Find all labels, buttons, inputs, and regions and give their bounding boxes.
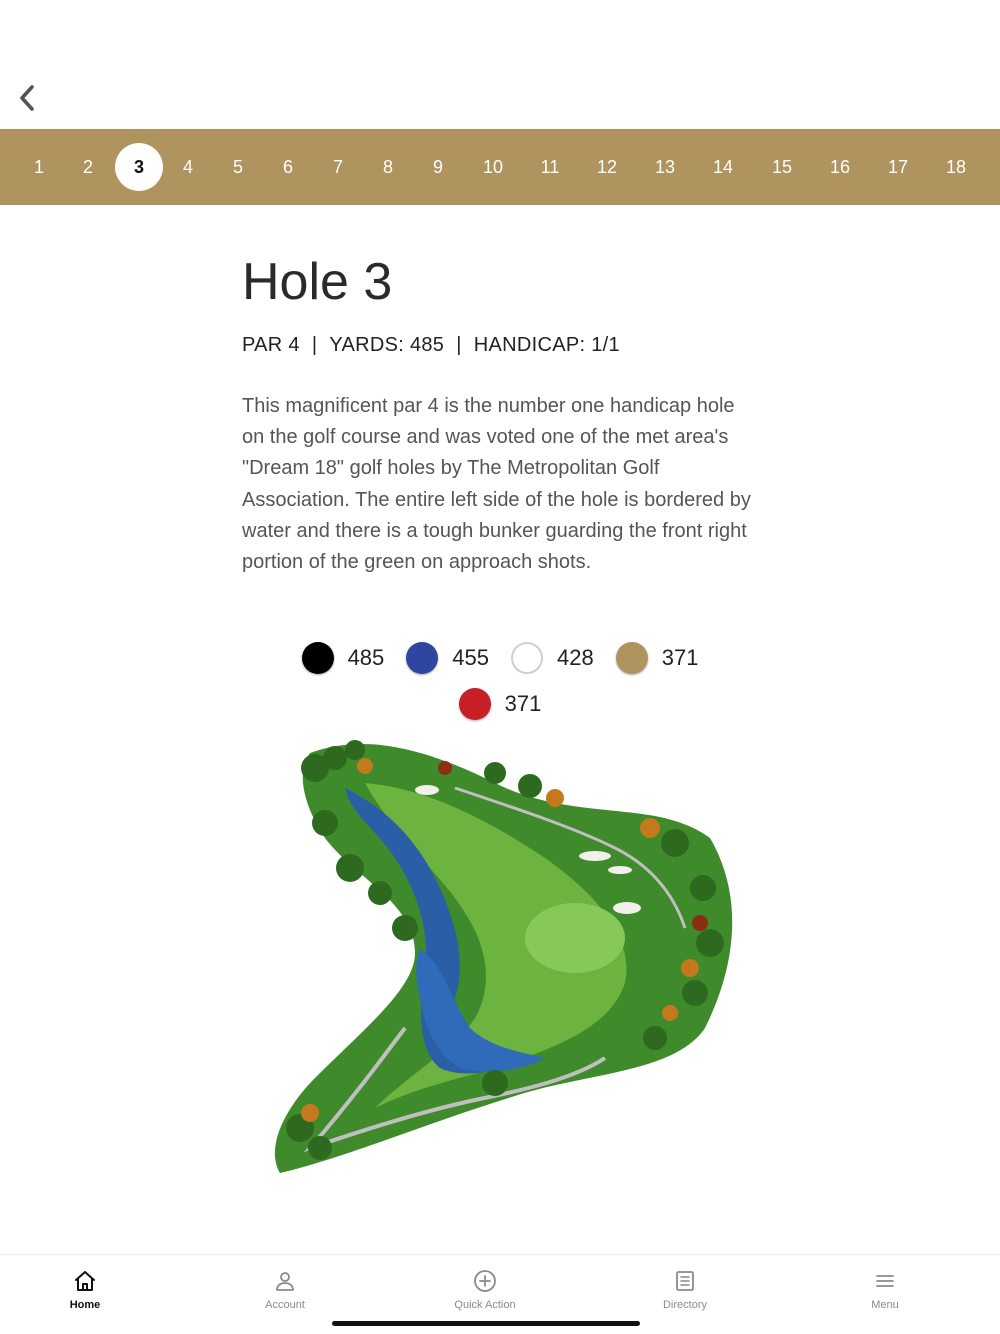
home-indicator bbox=[332, 1321, 640, 1326]
hole-tab-15[interactable]: 15 bbox=[771, 156, 793, 177]
hole-tab-12[interactable]: 12 bbox=[596, 156, 618, 177]
hole-tab-13[interactable]: 13 bbox=[654, 156, 676, 177]
hole-tab-8[interactable]: 8 bbox=[382, 156, 393, 177]
hole-tab-14[interactable]: 14 bbox=[712, 156, 734, 177]
hole-tab-7[interactable]: 7 bbox=[332, 156, 343, 177]
hole-stats bbox=[242, 334, 762, 357]
par-value: PAR 4 bbox=[242, 334, 300, 356]
tee-yards: 371 bbox=[504, 691, 542, 716]
hole-tab-10[interactable]: 10 bbox=[482, 156, 504, 177]
tab-home[interactable] bbox=[25, 1269, 145, 1311]
hole-tab-1[interactable]: 1 bbox=[33, 156, 44, 177]
handicap-value: HANDICAP: 1/1 bbox=[473, 334, 620, 356]
tab-directory[interactable] bbox=[625, 1269, 745, 1311]
hole-tab-17[interactable]: 17 bbox=[887, 156, 909, 177]
tee-gold bbox=[616, 642, 699, 674]
hole-illustration bbox=[255, 728, 755, 1188]
hole-tab-4[interactable]: 4 bbox=[182, 156, 193, 177]
tee-blue bbox=[406, 642, 489, 674]
tab-quick-action[interactable] bbox=[425, 1269, 545, 1311]
tee-color-dot bbox=[459, 688, 491, 720]
home-icon bbox=[73, 1269, 97, 1293]
tab-label: Quick Action bbox=[454, 1299, 516, 1311]
list-document-icon bbox=[673, 1269, 697, 1293]
tee-yards: 428 bbox=[557, 645, 594, 670]
hole-description: This magnificent par 4 is the number one handicap hole on the golf course and was voted one of the met area's "Dream 18" golf holes by The Metropolitan Golf Association. The entire left side of the hole is bordered by water and there is a tough bunker guarding the front right portion of the green on approach shots. bbox=[242, 395, 751, 574]
tee-color-dot bbox=[616, 642, 648, 674]
tee-color-dot bbox=[302, 642, 334, 674]
tee-legend bbox=[0, 636, 1000, 726]
bunker bbox=[415, 785, 439, 795]
tee-black bbox=[302, 642, 385, 674]
tee-color-dot bbox=[511, 642, 543, 674]
stats-separator: | bbox=[311, 334, 318, 356]
hole-tab-2[interactable]: 2 bbox=[82, 156, 93, 177]
chevron-left-icon bbox=[17, 84, 37, 112]
tab-label: Account bbox=[265, 1299, 305, 1311]
tee-yards: 371 bbox=[661, 645, 699, 670]
bunker bbox=[608, 866, 632, 874]
bunker bbox=[613, 902, 641, 914]
hole-tab-18[interactable]: 18 bbox=[945, 156, 967, 177]
yards-value: YARDS: 485 bbox=[329, 334, 445, 356]
hole-tab-6[interactable]: 6 bbox=[282, 156, 293, 177]
tab-label: Directory bbox=[662, 1299, 707, 1311]
stats-separator: | bbox=[456, 334, 462, 356]
hole-details bbox=[242, 250, 762, 578]
bunker bbox=[579, 851, 611, 861]
tee-yards: 485 bbox=[347, 645, 385, 670]
hole-tab-16[interactable]: 16 bbox=[829, 156, 851, 177]
hole-selector bbox=[0, 129, 1000, 205]
tab-label: Home bbox=[69, 1299, 101, 1311]
hole-tab-11[interactable]: 11 bbox=[540, 156, 560, 177]
back-button[interactable] bbox=[10, 80, 44, 116]
tee-yards: 455 bbox=[452, 645, 489, 670]
hole-title: Hole 3 bbox=[242, 253, 393, 311]
tee-color-dot bbox=[406, 642, 438, 674]
tab-label: Menu bbox=[871, 1299, 899, 1311]
tab-account[interactable] bbox=[225, 1269, 345, 1311]
plus-circle-icon bbox=[473, 1269, 497, 1293]
tee-red bbox=[459, 688, 542, 720]
hole-tab-5[interactable]: 5 bbox=[232, 156, 243, 177]
tee-white bbox=[511, 642, 594, 674]
hamburger-icon bbox=[873, 1269, 897, 1293]
hole-tab-9[interactable]: 9 bbox=[432, 156, 443, 177]
green bbox=[525, 903, 625, 973]
person-icon bbox=[273, 1269, 297, 1293]
tab-menu[interactable] bbox=[825, 1269, 945, 1311]
hole-tab-3[interactable]: 3 bbox=[115, 143, 163, 191]
